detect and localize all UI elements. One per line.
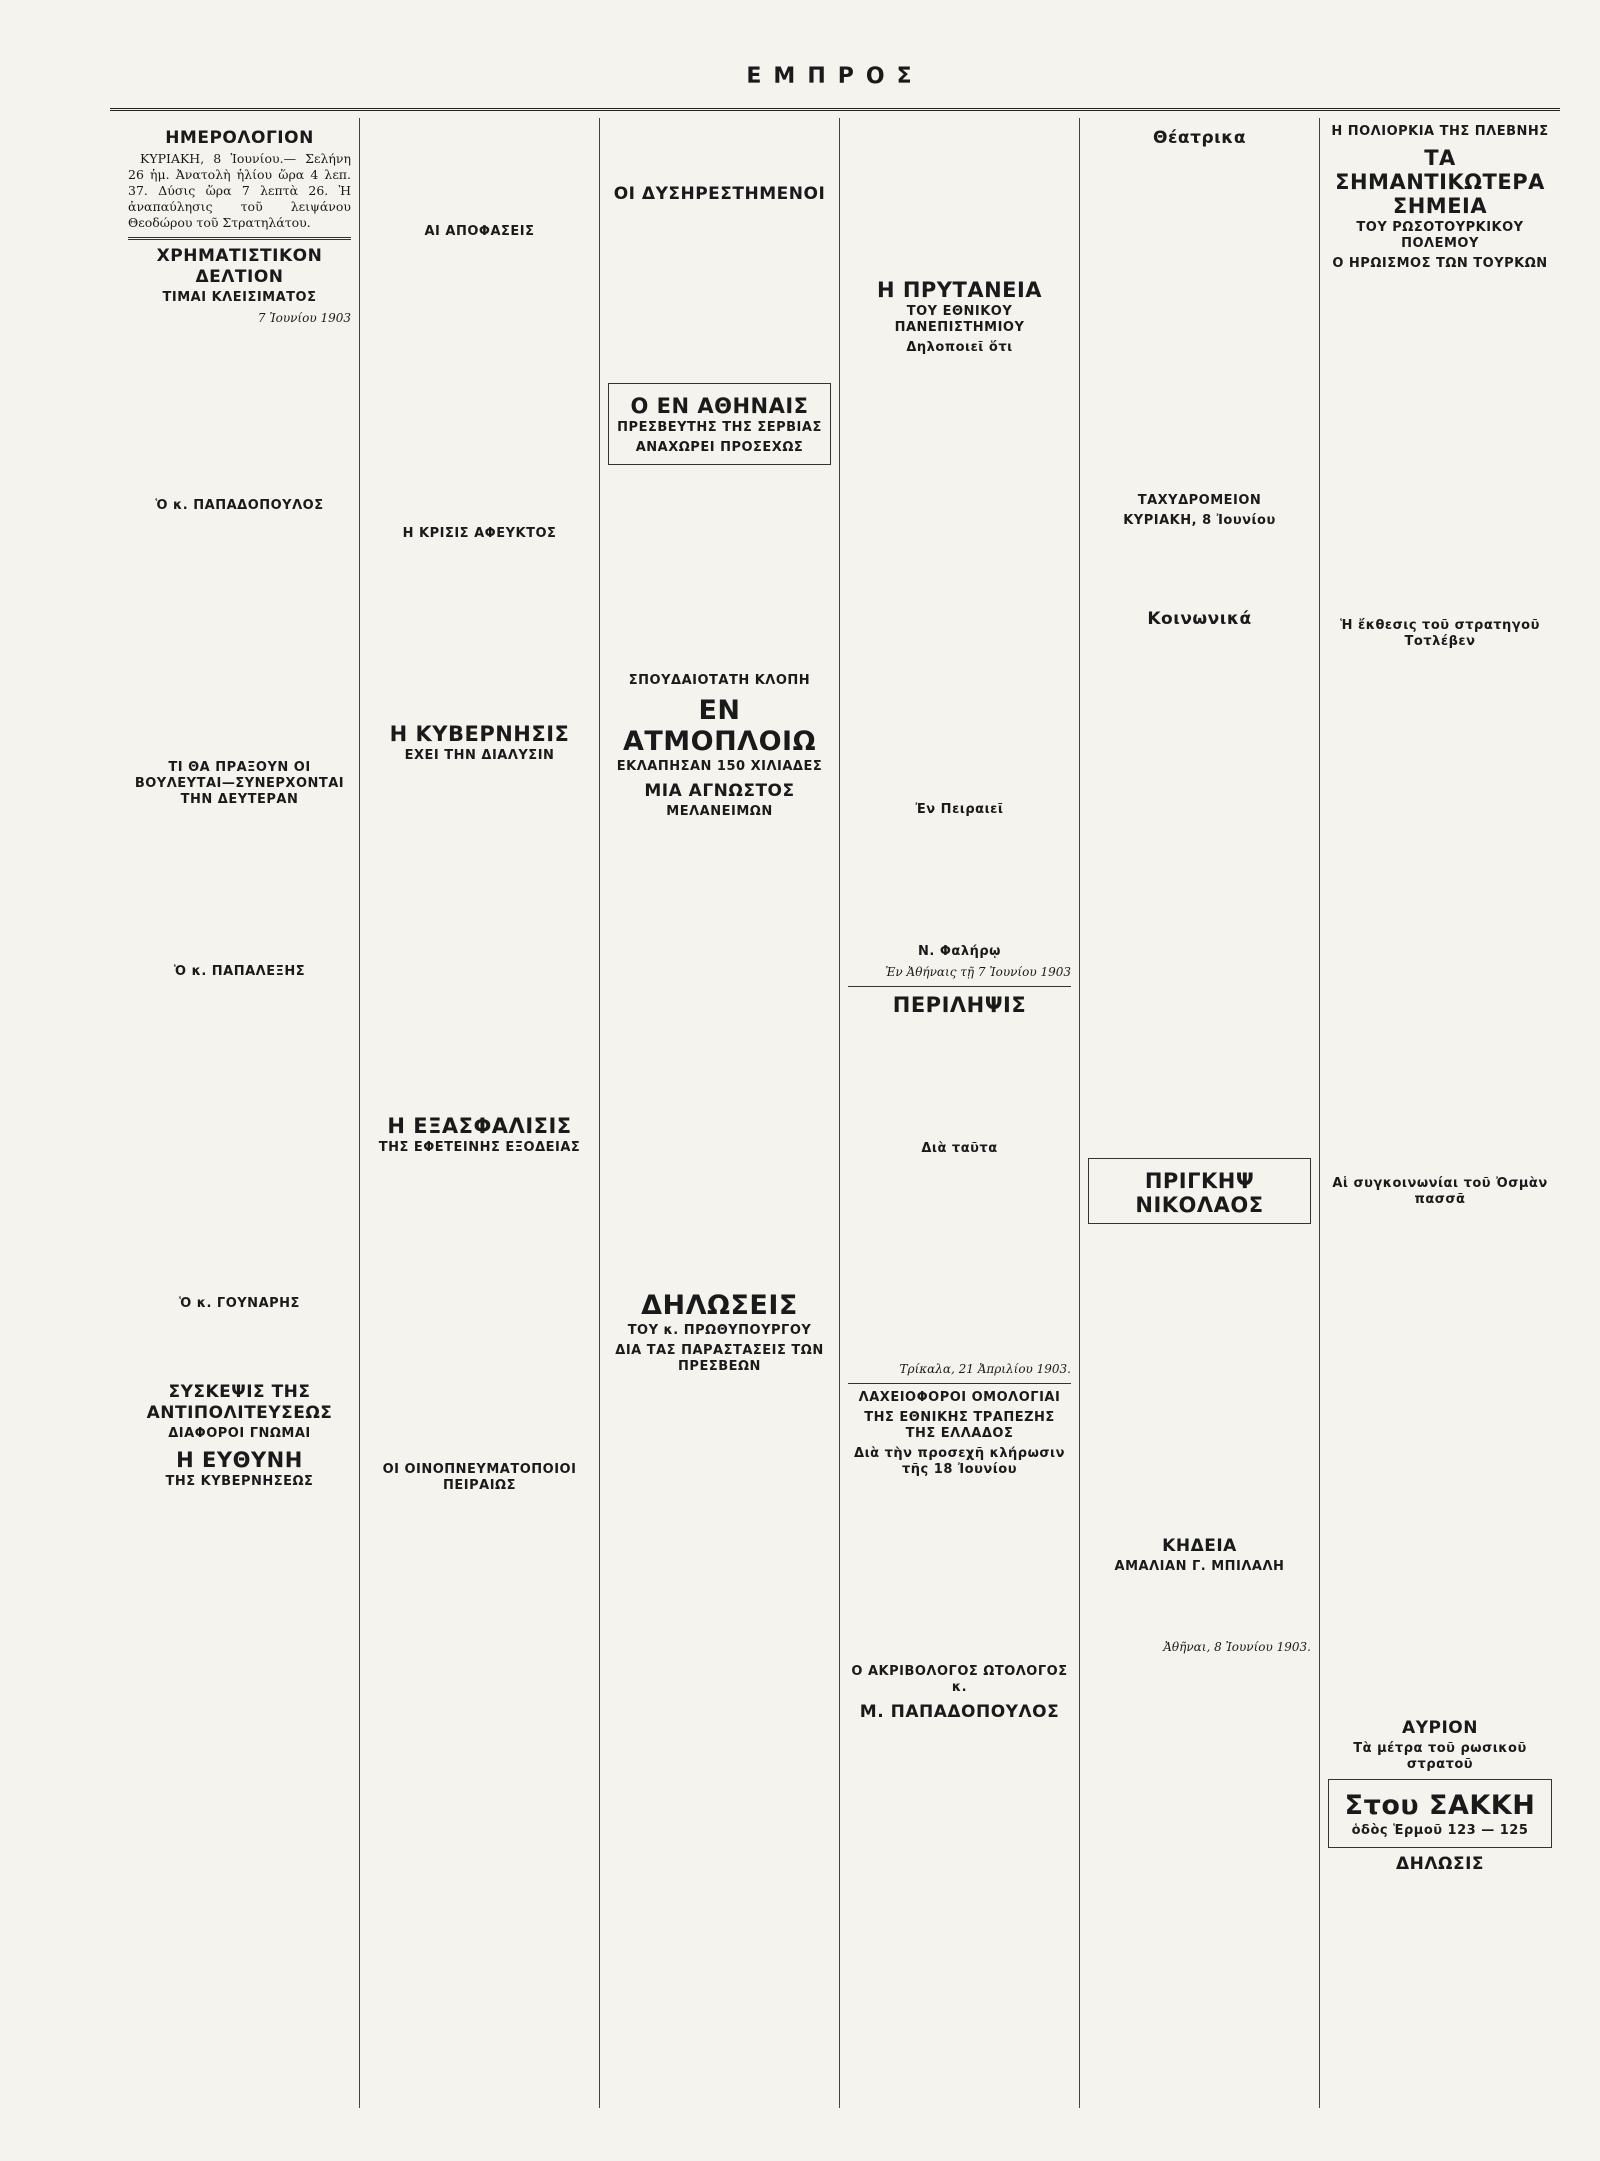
papalexis-subheading: Ὁ κ. ΠΑΠΑΛΕΞΗΣ <box>173 964 306 979</box>
ambassador-subheading: ΠΡΕΣΒΕΥΤΗΣ ΤΗΣ ΣΕΡΒΙΑΣ <box>617 420 822 435</box>
steamer-heading: ΕΝ ΑΤΜΟΠΛΟΙΩ <box>622 695 817 757</box>
lottery-bonds-subheading: ΛΑΧΕΙΟΦΟΡΟΙ ΟΜΟΛΟΓΙΑΙ <box>858 1390 1061 1405</box>
osman-subheading: Αἱ συγκοινωνίαι τοῦ Ὀσμὰν πασσᾶ <box>1332 1176 1548 1207</box>
tomorrow-heading: ΑΥΡΙΟΝ <box>1402 1718 1478 1738</box>
displeased-heading: ΟΙ ΔΥΣΗΡΕΣΤΗΜΕΝΟΙ <box>613 184 826 204</box>
prices-date: 7 Ἰουνίου 1903 <box>257 311 351 325</box>
column-4 <box>840 118 1080 2108</box>
post-subheading: ΤΑΧΥΔΡΟΜΕΙΟΝ <box>1137 493 1262 508</box>
declares-subheading: Δηλοποιεῖ ὅτι <box>906 340 1013 355</box>
sakkis-street: ὁδὸς Ἑρμοῦ 123 — 125 <box>1351 1823 1529 1838</box>
stolen-subheading: ΕΚΛΑΠΗΣΑΝ 150 ΧΙΛΙΑΔΕΣ <box>616 759 823 774</box>
summary-heading: ΠΕΡΙΛΗΨΙΣ <box>892 993 1027 1017</box>
sakkis-heading: Στου ΣΑΚΚΗ <box>1344 1790 1536 1821</box>
report-subheading: Ἡ ἔκθεσις τοῦ στρατηγοῦ Τοτλέβεν <box>1340 618 1540 649</box>
calendar-heading: ΗΜΕΡΟΛΟΓΙΟΝ <box>165 128 314 148</box>
government-heading: Η ΚΥΒΕΡΝΗΣΙΣ <box>389 722 570 746</box>
column-6 <box>1320 118 1560 2108</box>
prytaneia-heading: Η ΠΡΥΤΑΝΕΙΑ <box>876 278 1043 302</box>
otologist-subheading: Ο ΑΚΡΙΒΟΛΟΓΟΣ ΩΤΟΛΟΓΟΣ κ. <box>851 1664 1068 1695</box>
responsibility-heading: Η ΕΥΘΥΝΗ <box>176 1448 303 1472</box>
ambassador-requests-subheading: ΔΙΑ ΤΑΣ ΠΑΡΑΣΤΑΣΕΙΣ ΤΩΝ ΠΡΕΣΒΕΩΝ <box>615 1343 824 1374</box>
university-subheading: ΤΟΥ ΕΘΝΙΚΟΥ ΠΑΝΕΠΙΣΤΗΜΙΟΥ <box>894 304 1025 335</box>
pm-subheading: ΤΟΥ κ. ΠΡΩΘΥΠΟΥΡΓΟΥ <box>627 1323 812 1338</box>
war-subheading: ΤΟΥ ΡΩΣΟΤΟΥΡΚΙΚΟΥ ΠΟΛΕΜΟΥ <box>1356 220 1524 251</box>
sunday-subheading: ΚΥΡΙΑΚΗ, 8 Ἰουνίου <box>1123 513 1276 528</box>
papadopoulos-heading: Μ. ΠΑΠΑΔΟΠΟΥΛΟΣ <box>859 1702 1060 1722</box>
national-bank-subheading: ΤΗΣ ΕΘΝΙΚΗΣ ΤΡΑΠΕΖΗΣ ΤΗΣ ΕΛΛΑΔΟΣ <box>864 1410 1055 1441</box>
various-opinions-subheading: ΔΙΑΦΟΡΟΙ ΓΝΩΜΑΙ <box>168 1426 311 1441</box>
heroism-subheading: Ο ΗΡΩΙΣΜΟΣ ΤΩΝ ΤΟΥΡΚΩΝ <box>1332 256 1548 271</box>
sakkis-ad <box>1328 1779 1552 1848</box>
column-1 <box>120 118 360 2108</box>
price-table-region <box>128 326 351 496</box>
decisions-subheading: ΑΙ ΑΠΟΦΑΣΕΙΣ <box>424 224 535 239</box>
prince-box <box>1088 1158 1311 1224</box>
therefore-subheading: Διὰ ταῦτα <box>921 1141 998 1156</box>
deceased-name: ΑΜΑΛΙΑΝ Γ. ΜΠΙΛΑΛΗ <box>1114 1559 1285 1574</box>
exodus-subheading: ΤΗΣ ΕΦΕΤΕΙΝΗΣ ΕΞΟΔΕΙΑΣ <box>378 1140 581 1155</box>
prince-heading: ΠΡΙΓΚΗΨ ΝΙΚΟΛΑΟΣ <box>1135 1169 1264 1217</box>
athens-heading: Ο ΕΝ ΑΘΗΝΑΙΣ <box>630 394 809 418</box>
piraeus-subheading: Ἐν Πειραιεῖ <box>915 802 1004 817</box>
army-measures-subheading: Τὰ μέτρα τοῦ ρωσικοῦ στρατοῦ <box>1353 1741 1527 1772</box>
unknown-heading: ΜΙΑ ΑΓΝΩΣΤΟΣ <box>644 781 795 801</box>
calendar-text: ΚΥΡΙΑΚΗ, 8 Ἰουνίου.— Σελήνη 26 ἡμ. Ἀνατολὴ ἡλίου ὥρα 4 λεπ. 37. Δύσις ὥρα 7 λεπτὰ 26. Ἡ ἀναπαύλησις τοῦ λειψάνου Θεοδώρου τοῦ Στρατηλάτου. <box>128 151 351 230</box>
social-heading: Κοινωνικά <box>1147 609 1252 629</box>
assurance-heading: Η ΕΞΑΣΦΑΛΙΣΙΣ <box>387 1114 572 1138</box>
opposition-meeting-heading: ΣΥΣΚΕΨΙΣ ΤΗΣ ΑΝΤΙΠΟΛΙΤΕΥΣΕΩΣ <box>146 1382 333 1423</box>
column-2 <box>360 118 600 2108</box>
trikala-date: Τρίκαλα, 21 Ἀπριλίου 1903. <box>899 1362 1071 1376</box>
university-date: Ἐν Ἀθήναις τῇ 7 Ἰουνίου 1903 <box>885 965 1071 979</box>
declaration-heading: ΔΗΛΩΣΙΣ <box>1395 1854 1485 1874</box>
crisis-subheading: Η ΚΡΙΣΙΣ ΑΦΕΥΚΤΟΣ <box>402 526 557 541</box>
funeral-date: Ἀθῆναι, 8 Ἰουνίου 1903. <box>1163 1640 1311 1654</box>
papadopoulos-subheading: Ὁ κ. ΠΑΠΑΔΟΠΟΥΛΟΣ <box>155 498 324 513</box>
faliro-subheading: Ν. Φαλήρῳ <box>918 944 1001 959</box>
gounaris-subheading: Ὁ κ. ΓΟΥΝΑΡΗΣ <box>179 1296 300 1311</box>
closing-prices-subheading: ΤΙΜΑΙ ΚΛΕΙΣΙΜΑΤΟΣ <box>162 290 317 305</box>
black-subheading: ΜΕΛΑΝΕΙΜΩΝ <box>666 804 773 819</box>
departs-subheading: ΑΝΑΧΩΡΕΙ ΠΡΟΣΕΧΩΣ <box>635 440 804 455</box>
deputies-subheading: ΤΙ ΘΑ ΠΡΑΞΟΥΝ ΟΙ ΒΟΥΛΕΥΤΑΙ—ΣΥΝΕΡΧΟΝΤΑΙ ΤΗΝ ΔΕΥΤΕΡΑΝ <box>134 760 345 807</box>
pleven-subheading: Η ΠΟΛΙΟΡΚΙΑ ΤΗΣ ΠΛΕΒΝΗΣ <box>1331 124 1549 139</box>
column-3 <box>600 118 840 2108</box>
statements-heading: ΔΗΛΩΣΕΙΣ <box>641 1290 798 1321</box>
masthead <box>110 64 1560 111</box>
dissolution-subheading: ΕΧΕΙ ΤΗΝ ΔΙΑΛΥΣΙΝ <box>404 748 555 763</box>
newspaper-page <box>120 118 1560 2108</box>
stock-bulletin-heading: ΧΡΗΜΑΤΙΣΤΙΚΟΝ ΔΕΛΤΙΟΝ <box>156 246 323 287</box>
newspaper-title: ΕΜΠΡΟΣ <box>746 64 924 89</box>
important-points-heading: ΤΑ ΣΗΜΑΝΤΙΚΩΤΕΡΑ ΣΗΜΕΙΑ <box>1335 146 1545 218</box>
funeral-heading: ΚΗΔΕΙΑ <box>1162 1536 1237 1556</box>
theft-subheading: ΣΠΟΥΔΑΙΟΤΑΤΗ ΚΛΟΠΗ <box>628 673 811 688</box>
draw-subheading: Διὰ τὴν προσεχῆ κλήρωσιν τῆς 18 Ἰουνίου <box>854 1446 1065 1477</box>
wine-makers-subheading: ΟΙ ΟΙΝΟΠΝΕΥΜΑΤΟΠΟΙΟΙ ΠΕΙΡΑΙΩΣ <box>382 1462 577 1493</box>
theatres-heading: Θέατρικα <box>1153 128 1246 148</box>
column-5 <box>1080 118 1320 2108</box>
government-subheading: ΤΗΣ ΚΥΒΕΡΝΗΣΕΩΣ <box>165 1474 314 1489</box>
serbia-box <box>608 383 831 465</box>
